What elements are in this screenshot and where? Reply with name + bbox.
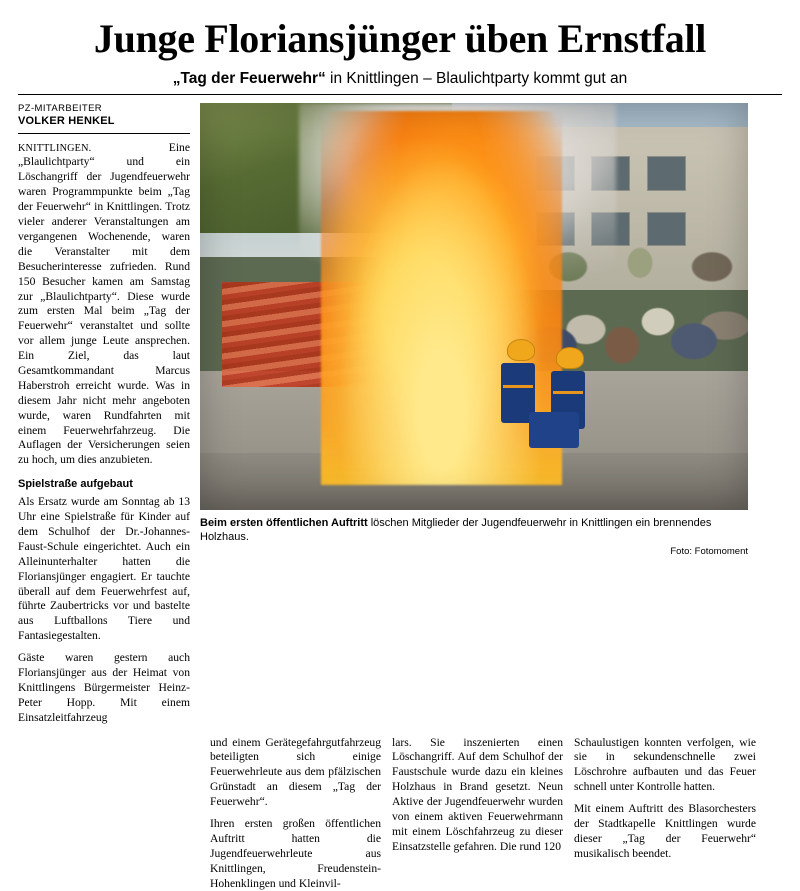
photo-firefighter — [529, 412, 579, 448]
photo-flames — [321, 111, 562, 485]
photo-caption-text: löschen Mitglieder der Jugendfeuerwehr in Knittlingen ein brennendes Holzhaus. — [200, 516, 712, 543]
paragraph-6: lars. Sie inszenierten einen Löschangriff. Auf dem Schulhof der Faustschule wurde dazu ein kleines Holzhaus in Brand gesetzt. Neun Aktive der Jugendfeuerwehr wurden von einem aktiven Feuerwehrmann mit einem Löschfahrzeug zu dieser Einsatzstelle gefahren. Die rund 120 — [392, 735, 563, 853]
section-subheading: Spielstraße aufgebaut — [18, 478, 133, 491]
upper-section — [18, 103, 782, 726]
paragraph-5: Ihren ersten großen öffentlichen Auftritt hatten die Jugendfeuerwehrleute aus Knittlingen, Freudenstein-Hohenklingen und Kleinvil- — [210, 817, 381, 890]
photo-helmet — [556, 347, 584, 369]
page-title: Junge Floriansjünger üben Ernstfall — [93, 16, 707, 61]
paragraph-1 — [18, 141, 190, 469]
column-3 — [392, 736, 574, 891]
subheadline — [18, 70, 782, 88]
photo-caption — [200, 516, 748, 545]
photo-helmet — [507, 339, 535, 361]
byline-name: VOLKER HENKEL — [18, 114, 115, 127]
photo-uniform-stripe — [503, 385, 533, 388]
news-photo — [200, 103, 748, 510]
column-2 — [210, 736, 392, 891]
subheadline-rest: in Knittlingen – Blaulichtparty kommt gut an — [325, 69, 628, 87]
paragraph-3: Gäste waren gestern auch Floriansjünger aus der Heimat von Knittlingens Bürgermeister Heinz-Peter Hopp. Mit einem Einsatzleitfahrzeug — [18, 651, 190, 724]
subheadline-quoted: „Tag der Feuerwehr“ — [172, 69, 326, 87]
byline-kicker: PZ-MITARBEITER — [18, 102, 103, 114]
paragraph-1-text: Eine „Blaulichtparty“ und ein Löschangriff der Jugendfeuerwehr waren Programmpunkte beim „Tag der Feuerwehr“ in Knittlingen. Trotz vieler anderer Veranstaltungen am vergangenen Wochenende, waren die Veranstalter mit dem Besucherinteresse zufrieden. Rund 150 Besucher kamen am Samstag zur „Blaulichtparty“. Diese wurde zum ersten Mal beim „Tag der Feuerwehr“ veranstaltet und sollte vor allem junge Leute ansprechen. Ein Ziel, das laut Gesamtkommandant Marcus Haberstroh erreicht wurde. Was in diesem Jahr nicht mehr angeboten wurde, waren Rundfahrten mit einem Feuerwehrfahrzeug. Die Auflagen der Versicherungen seien zu hoch, um dies anzubieten. — [18, 140, 190, 467]
header-divider — [18, 94, 782, 95]
photo-window — [647, 156, 686, 191]
column-1 — [18, 103, 200, 726]
paragraph-2: Als Ersatz wurde am Sonntag ab 13 Uhr eine Spielstraße für Kinder auf dem Schulhof der Dr.-Johannes-Faust-Schule eingerichtet. Auch ein Alleinunterhalter hatten die Floriansjünger engagiert. Er tauchte überall auf dem Feuerwehrfest auf, führte Zaubertricks vor und bastelte aus Luftballons Tiere und Fantasiegestalten. — [18, 495, 190, 643]
photo-uniform-stripe — [553, 391, 583, 394]
photo-credit: Foto: Fotomoment — [670, 546, 748, 558]
byline-divider — [18, 133, 190, 134]
lower-section — [210, 736, 782, 891]
column-4 — [574, 736, 756, 891]
paragraph-7: Schaulustigen konnten verfolgen, wie sie in sekundenschnelle zwei Löschrohre aufbauten und das Feuer schnell unter Kontrolle hatten. — [574, 735, 756, 794]
paragraph-4: und einem Gerätegefahrgutfahrzeug beteiligten sich einige Feuerwehrleute aus dem pfälzischen Grünstadt an diesem „Tag der Feuerwehr“. — [210, 735, 381, 809]
photo-block — [200, 103, 782, 558]
photo-caption-lead: Beim ersten öffentlichen Auftritt — [200, 516, 368, 529]
dateline: KNITTLINGEN. — [18, 142, 92, 154]
paragraph-8: Mit einem Auftritt des Blasorchesters der Stadtkapelle Knittlingen wurde dieser „Tag der Feuerwehr“ musikalisch beendet. — [574, 802, 756, 860]
